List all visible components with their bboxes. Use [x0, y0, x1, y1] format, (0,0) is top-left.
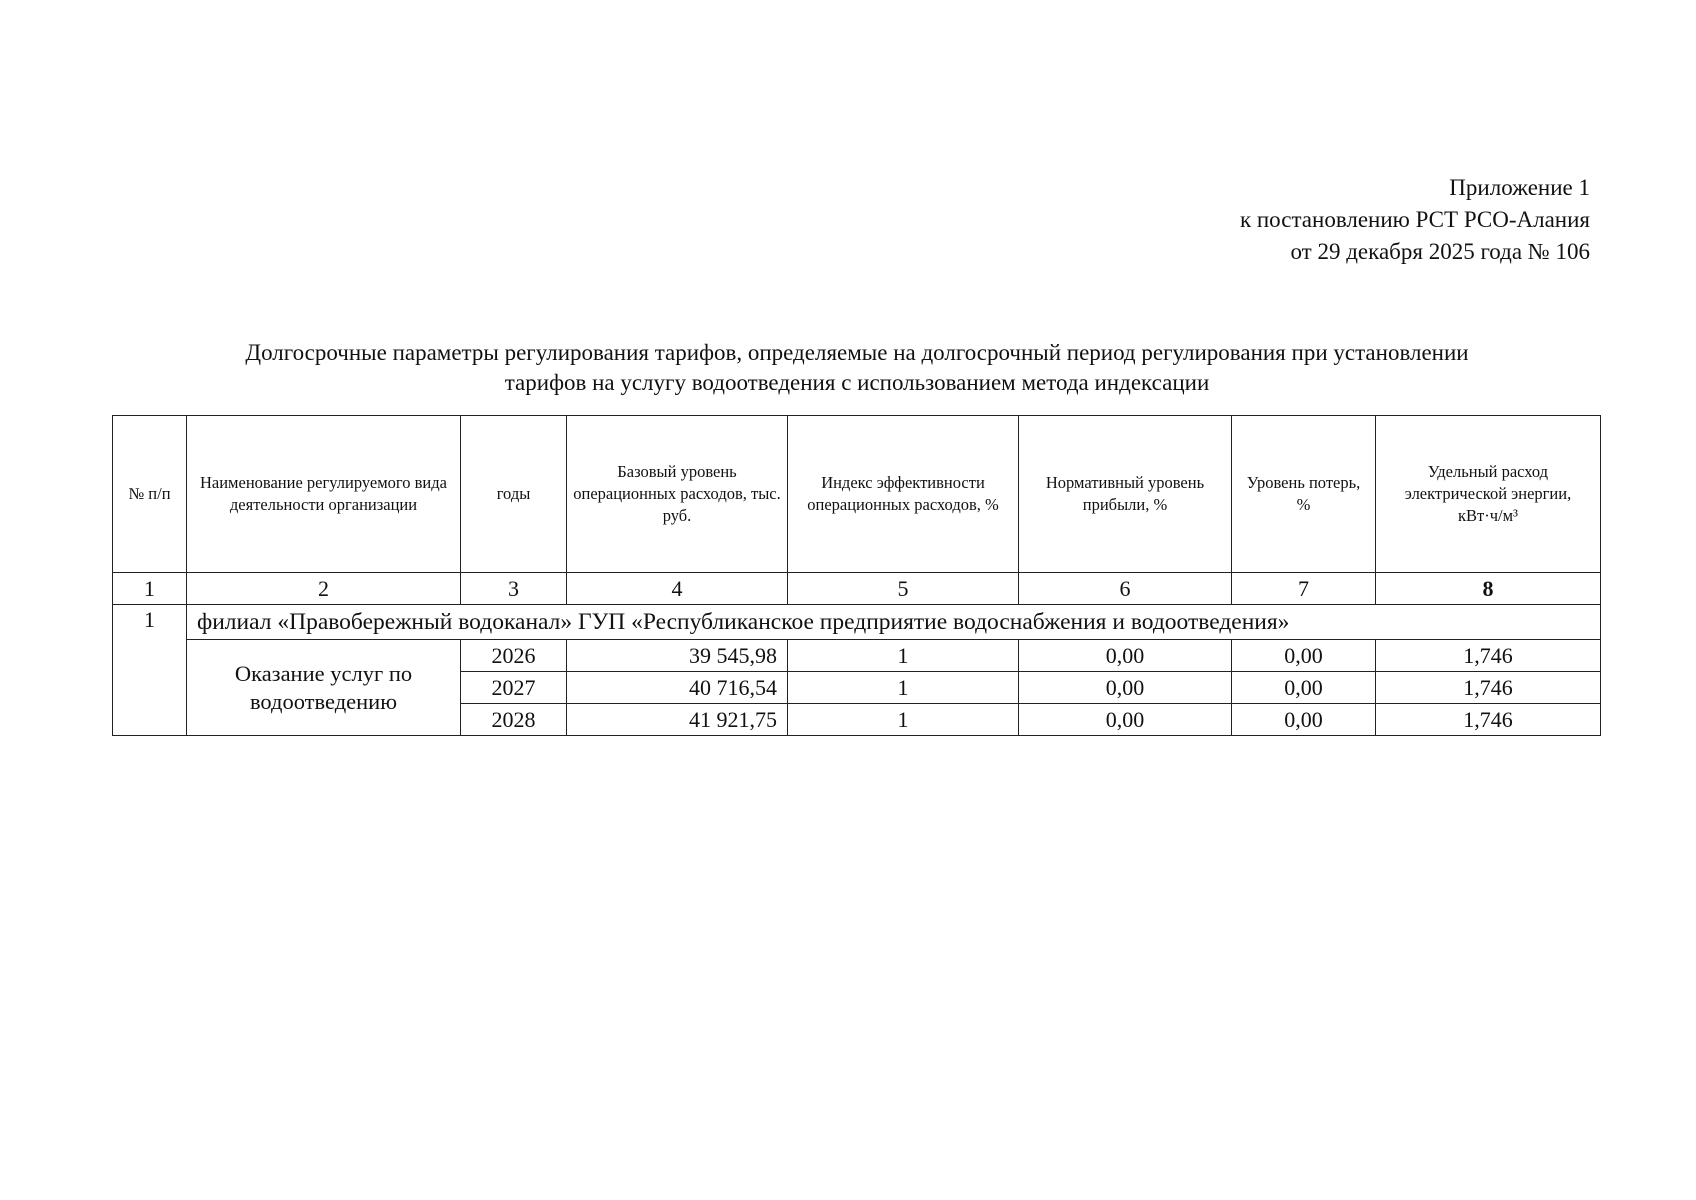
profit-level-cell: 0,00 [1019, 672, 1232, 704]
profit-level-cell: 0,00 [1019, 704, 1232, 736]
base-opex-cell: 41 921,75 [567, 704, 788, 736]
annex-line-2: к постановлению РСТ РСО-Алания [1239, 207, 1590, 232]
energy-consumption-cell: 1,746 [1376, 704, 1601, 736]
header-cell: Базовый уровень операционных расходов, тыс. руб. [567, 416, 788, 573]
column-number: 5 [788, 573, 1019, 605]
column-number: 8 [1376, 573, 1601, 605]
table-row [113, 640, 1601, 672]
efficiency-index-cell: 1 [788, 640, 1019, 672]
year-cell: 2028 [461, 704, 567, 736]
title-line-1: Долгосрочные параметры регулирования тарифов, определяемые на долгосрочный период регулирования при установлении [245, 340, 1469, 365]
organization-row [113, 605, 1601, 640]
column-number: 3 [461, 573, 567, 605]
header-row [113, 416, 1601, 573]
document-title [113, 338, 1601, 398]
energy-consumption-cell: 1,746 [1376, 640, 1601, 672]
annex-header [1240, 172, 1590, 268]
organization-name: филиал «Правобережный водоканал» ГУП «Республиканское предприятие водоснабжения и водоотведения» [187, 605, 1601, 640]
column-number: 6 [1019, 573, 1232, 605]
column-number: 2 [187, 573, 461, 605]
header-cell: Наименование регулируемого вида деятельности организации [187, 416, 461, 573]
column-number-row [113, 573, 1601, 605]
base-opex-cell: 40 716,54 [567, 672, 788, 704]
column-number: 4 [567, 573, 788, 605]
loss-level-cell: 0,00 [1232, 640, 1376, 672]
efficiency-index-cell: 1 [788, 672, 1019, 704]
year-cell: 2026 [461, 640, 567, 672]
year-cell: 2027 [461, 672, 567, 704]
header-cell: № п/п [113, 416, 187, 573]
service-name: Оказание услуг по водоотведению [187, 640, 461, 736]
row-number: 1 [113, 605, 187, 736]
profit-level-cell: 0,00 [1019, 640, 1232, 672]
loss-level-cell: 0,00 [1232, 672, 1376, 704]
efficiency-index-cell: 1 [788, 704, 1019, 736]
title-line-2: тарифов на услугу водоотведения с использованием метода индексации [504, 370, 1210, 395]
header-cell: годы [461, 416, 567, 573]
header-cell: Индекс эффективности операционных расходов, % [788, 416, 1019, 573]
energy-consumption-cell: 1,746 [1376, 672, 1601, 704]
header-cell: Уровень потерь, % [1232, 416, 1376, 573]
annex-line-3: от 29 декабря 2025 года № 106 [1290, 239, 1590, 264]
column-number: 7 [1232, 573, 1376, 605]
annex-line-1: Приложение 1 [1449, 175, 1590, 200]
header-cell: Удельный расход электрической энергии, кВт·ч/м³ [1376, 416, 1601, 573]
loss-level-cell: 0,00 [1232, 704, 1376, 736]
column-number: 1 [113, 573, 187, 605]
base-opex-cell: 39 545,98 [567, 640, 788, 672]
parameters-table [112, 415, 1601, 736]
header-cell: Нормативный уровень прибыли, % [1019, 416, 1232, 573]
